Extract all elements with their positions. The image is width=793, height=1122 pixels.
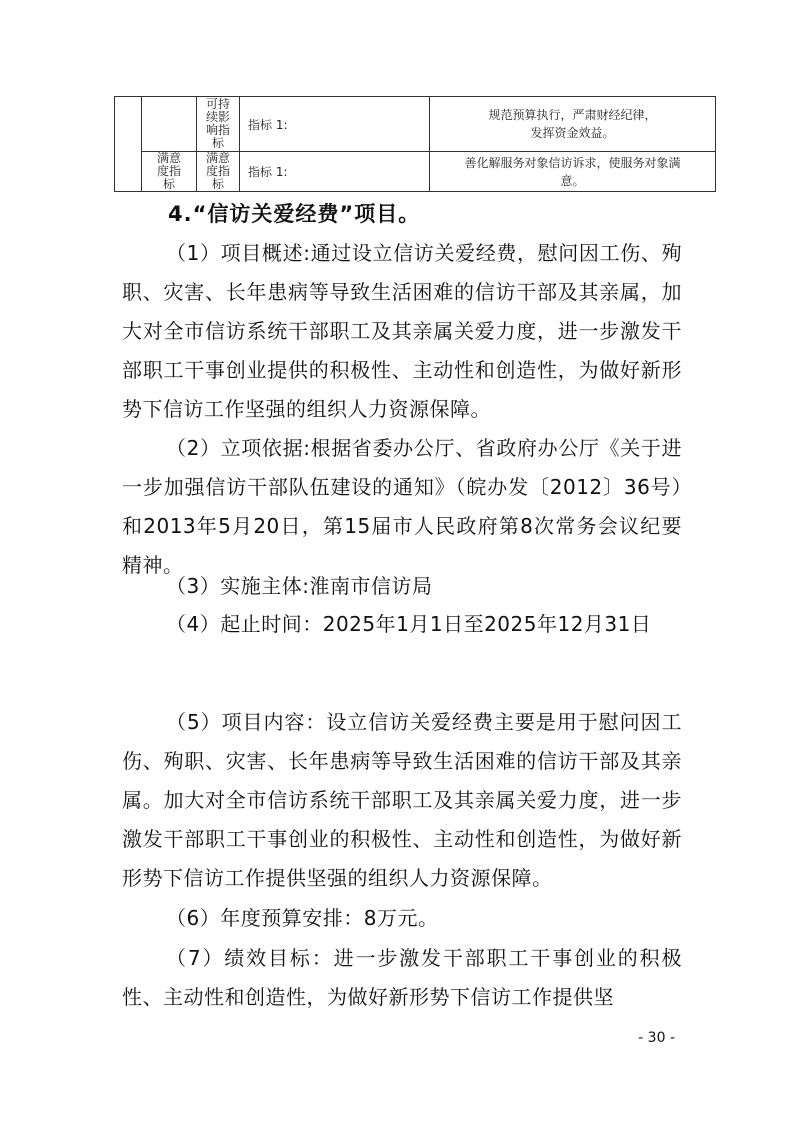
cell-line: 度指 [205,164,230,178]
paragraph-goal: （7）绩效目标：进一步激发干部职工干事创业的积极性、主动性和创造性，为做好新形势下信访工作提供坚 [122,946,682,1009]
section-heading: 4.“信访关爱经费”项目。 [168,202,421,226]
cell-line: 意。 [560,173,585,188]
cell-line: 标 [162,177,175,191]
table-cell-value [430,97,716,152]
cell-line: 规范预算执行，严肃财经纪律， [488,108,657,122]
cell-line: 度指 [156,164,181,178]
cell-line: 可持 [205,97,230,111]
table-row [115,152,716,192]
table-cell-indicator: 指标 1: [240,152,430,192]
table-cell-secondary [197,97,240,152]
cell-line: 标 [211,136,224,150]
table-cell-primary [142,97,197,152]
paragraph-budget: （6）年度预算安排：8万元。 [166,906,439,930]
cell-line: 善化解服务对象信访诉求，使服务对象满 [464,155,681,170]
page-number: - 30 - [638,1030,675,1046]
table-row [115,97,716,152]
table-cell-indicator: 指标 1: [240,97,430,152]
table-cell-value [430,152,716,192]
paragraph-entity: （3）实施主体:淮南市信访局 [166,574,433,598]
table-cell-secondary [197,152,240,192]
table-cell-primary [142,152,197,192]
paragraph-period: （4）起止时间：2025年1月1日至2025年12月31日 [166,612,652,636]
table-cell-category [115,97,142,192]
paragraph-basis: （2）立项依据:根据省委办公厅、省政府办公厅《关于进一步加强信访干部队伍建设的通知》（皖办发〔2012〕36号）和2013年5月20日，第15届市人民政府第8次常务会议纪要精神。 [122,436,682,577]
cell-line: 续影 [205,110,230,124]
paragraph-overview: （1）项目概述:通过设立信访关爱经费，慰问因工伤、殉职、灾害、长年患病等导致生活困难的信访干部及其亲属，加大对全市信访系统干部职工及其亲属关爱力度，进一步激发干部职工干事创业提供的积极性、主动性和创造性，为做好新形势下信访工作坚强的组织人力资源保障。 [122,241,682,421]
cell-line: 满意 [156,151,181,165]
cell-line: 发挥资金效益。 [530,126,615,140]
cell-line: 响指 [205,123,230,137]
paragraph-content: （5）项目内容：设立信访关爱经费主要是用于慰问因工伤、殉职、灾害、长年患病等导致生活困难的信访干部及其亲属。加大对全市信访系统干部职工及其亲属关爱力度，进一步激发干部职工干事创业的积极性、主动性和创造性，为做好新形势下信访工作提供坚强的组织人力资源保障。 [122,710,682,890]
cell-line: 标 [211,177,224,191]
cell-line: 满意 [205,151,230,165]
indicator-table [114,96,716,192]
